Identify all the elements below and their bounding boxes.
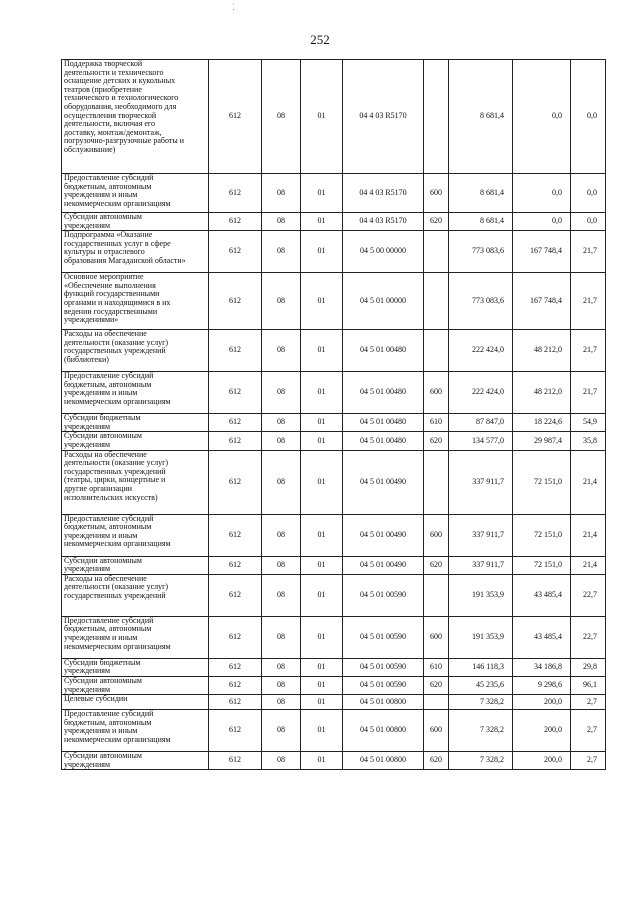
cell-subsection: 01 — [301, 372, 343, 414]
cell-expense-type: 600 — [424, 616, 449, 658]
cell-expense-type: 620 — [424, 676, 449, 694]
cell-percent: 22,7 — [571, 616, 606, 658]
cell-ministry: 612 — [209, 60, 262, 174]
cell-percent: 21,7 — [571, 330, 606, 372]
cell-expense-type — [424, 60, 449, 174]
cell-expense-type: 620 — [424, 752, 449, 770]
cell-section: 08 — [262, 556, 301, 574]
cell-expense-type — [424, 330, 449, 372]
cell-section: 08 — [262, 231, 301, 273]
cell-section: 08 — [262, 330, 301, 372]
cell-subsection: 01 — [301, 414, 343, 432]
cell-ministry: 612 — [209, 556, 262, 574]
cell-section: 08 — [262, 450, 301, 514]
cell-plan: 337 911,7 — [449, 514, 513, 556]
cell-section: 08 — [262, 414, 301, 432]
cell-executed: 43 485,4 — [513, 574, 571, 616]
cell-ministry: 612 — [209, 658, 262, 676]
cell-plan: 8 681,4 — [449, 60, 513, 174]
cell-name: Целевые субсидии — [62, 695, 209, 710]
cell-target-article: 04 5 01 00800 — [343, 695, 424, 710]
cell-percent: 21,4 — [571, 514, 606, 556]
cell-target-article: 04 5 01 00480 — [343, 372, 424, 414]
cell-plan: 146 118,3 — [449, 658, 513, 676]
cell-plan: 773 083,6 — [449, 273, 513, 330]
cell-target-article: 04 5 01 00590 — [343, 676, 424, 694]
cell-subsection: 01 — [301, 658, 343, 676]
cell-target-article: 04 4 03 R5170 — [343, 213, 424, 231]
cell-plan: 8 681,4 — [449, 213, 513, 231]
cell-expense-type: 620 — [424, 213, 449, 231]
cell-expense-type: 600 — [424, 710, 449, 752]
cell-ministry: 612 — [209, 231, 262, 273]
cell-target-article: 04 5 01 00000 — [343, 273, 424, 330]
table-row — [62, 676, 606, 694]
cell-section: 08 — [262, 432, 301, 450]
cell-ministry: 612 — [209, 414, 262, 432]
cell-expense-type: 600 — [424, 174, 449, 213]
table-row — [62, 556, 606, 574]
cell-section: 08 — [262, 174, 301, 213]
table-row — [62, 60, 606, 174]
cell-executed: 34 186,8 — [513, 658, 571, 676]
cell-name: Основное мероприятие «Обеспечение выполнения функций государственными органами и находящимися в их ведении государственными учреждениями» — [62, 273, 209, 330]
cell-ministry: 612 — [209, 432, 262, 450]
cell-subsection: 01 — [301, 330, 343, 372]
cell-expense-type: 600 — [424, 372, 449, 414]
cell-percent: 0,0 — [571, 213, 606, 231]
table-row — [62, 514, 606, 556]
table-row — [62, 330, 606, 372]
cell-executed: 200,0 — [513, 710, 571, 752]
cell-target-article: 04 5 01 00590 — [343, 658, 424, 676]
cell-subsection: 01 — [301, 695, 343, 710]
cell-ministry: 612 — [209, 710, 262, 752]
table-row — [62, 658, 606, 676]
cell-plan: 191 353,9 — [449, 616, 513, 658]
page-number: 252 — [310, 32, 330, 47]
cell-percent: 2,7 — [571, 695, 606, 710]
cell-section: 08 — [262, 710, 301, 752]
cell-plan: 191 353,9 — [449, 574, 513, 616]
cell-target-article: 04 4 03 R5170 — [343, 60, 424, 174]
cell-ministry: 612 — [209, 514, 262, 556]
table-row — [62, 372, 606, 414]
cell-expense-type — [424, 450, 449, 514]
cell-target-article: 04 5 01 00800 — [343, 710, 424, 752]
cell-name: Предоставление субсидий бюджетным, автономным учреждениям и иным некоммерческим организациям — [62, 616, 209, 658]
cell-target-article: 04 5 01 00480 — [343, 414, 424, 432]
cell-name: Субсидии автономным учреждениям — [62, 556, 209, 574]
cell-target-article: 04 5 01 00490 — [343, 450, 424, 514]
cell-percent: 2,7 — [571, 752, 606, 770]
cell-percent: 0,0 — [571, 60, 606, 174]
cell-plan: 134 577,0 — [449, 432, 513, 450]
table-row — [62, 574, 606, 616]
table-row — [62, 213, 606, 231]
cell-target-article: 04 5 01 00480 — [343, 330, 424, 372]
cell-target-article: 04 5 01 00590 — [343, 574, 424, 616]
cell-name: Расходы на обеспечение деятельности (оказание услуг) государственных учреждений (театры, цирки, концертные и другие организации исполнительских искусств) — [62, 450, 209, 514]
cell-executed: 200,0 — [513, 695, 571, 710]
cell-expense-type: 610 — [424, 658, 449, 676]
cell-percent: 35,8 — [571, 432, 606, 450]
cell-section: 08 — [262, 60, 301, 174]
cell-subsection: 01 — [301, 273, 343, 330]
cell-section: 08 — [262, 514, 301, 556]
cell-section: 08 — [262, 752, 301, 770]
cell-expense-type: 600 — [424, 514, 449, 556]
cell-target-article: 04 5 00 00000 — [343, 231, 424, 273]
cell-plan: 773 083,6 — [449, 231, 513, 273]
cell-plan: 87 847,0 — [449, 414, 513, 432]
cell-executed: 72 151,0 — [513, 556, 571, 574]
table-row — [62, 273, 606, 330]
cell-section: 08 — [262, 695, 301, 710]
table-row — [62, 450, 606, 514]
cell-executed: 167 748,4 — [513, 231, 571, 273]
cell-section: 08 — [262, 273, 301, 330]
table-row — [62, 174, 606, 213]
cell-expense-type — [424, 273, 449, 330]
cell-plan: 8 681,4 — [449, 174, 513, 213]
cell-name: Субсидии автономным учреждениям — [62, 432, 209, 450]
cell-section: 08 — [262, 372, 301, 414]
cell-executed: 167 748,4 — [513, 273, 571, 330]
budget-table-body — [62, 60, 606, 770]
cell-name: Субсидии бюджетным учреждениям — [62, 658, 209, 676]
cell-executed: 18 224,6 — [513, 414, 571, 432]
cell-subsection: 01 — [301, 450, 343, 514]
cell-name: Субсидии автономным учреждениям — [62, 676, 209, 694]
cell-target-article: 04 5 01 00800 — [343, 752, 424, 770]
cell-ministry: 612 — [209, 616, 262, 658]
cell-percent: 54,9 — [571, 414, 606, 432]
cell-plan: 7 328,2 — [449, 695, 513, 710]
cell-subsection: 01 — [301, 174, 343, 213]
table-row — [62, 695, 606, 710]
cell-ministry: 612 — [209, 330, 262, 372]
cell-ministry: 612 — [209, 273, 262, 330]
cell-expense-type: 620 — [424, 432, 449, 450]
table-row — [62, 752, 606, 770]
cell-executed: 0,0 — [513, 174, 571, 213]
cell-section: 08 — [262, 658, 301, 676]
budget-table — [61, 59, 606, 770]
cell-percent: 21,7 — [571, 273, 606, 330]
cell-percent: 2,7 — [571, 710, 606, 752]
cell-executed: 0,0 — [513, 60, 571, 174]
cell-plan: 337 911,7 — [449, 450, 513, 514]
cell-ministry: 612 — [209, 752, 262, 770]
cell-executed: 29 987,4 — [513, 432, 571, 450]
cell-percent: 0,0 — [571, 174, 606, 213]
cell-percent: 21,4 — [571, 556, 606, 574]
cell-ministry: 612 — [209, 213, 262, 231]
cell-subsection: 01 — [301, 432, 343, 450]
cell-executed: 0,0 — [513, 213, 571, 231]
cell-expense-type: 610 — [424, 414, 449, 432]
cell-name: Субсидии бюджетным учреждениям — [62, 414, 209, 432]
cell-expense-type — [424, 695, 449, 710]
cell-subsection: 01 — [301, 710, 343, 752]
table-row — [62, 432, 606, 450]
cell-plan: 7 328,2 — [449, 752, 513, 770]
cell-ministry: 612 — [209, 695, 262, 710]
cell-target-article: 04 5 01 00490 — [343, 556, 424, 574]
cell-subsection: 01 — [301, 676, 343, 694]
cell-percent: 22,7 — [571, 574, 606, 616]
cell-executed: 200,0 — [513, 752, 571, 770]
cell-name: Предоставление субсидий бюджетным, автономным учреждениям и иным некоммерческим организациям — [62, 710, 209, 752]
cell-ministry: 612 — [209, 676, 262, 694]
cell-plan: 337 911,7 — [449, 556, 513, 574]
cell-name: Поддержка творческой деятельности и технического оснащение детских и кукольных театров (приобретение технического и технологического оборудования, необходимого для осуществления творческой деятельности, включая его доставку, монтаж/демонтаж, погрузочно-разгрузочные работы и обслуживание) — [62, 60, 209, 174]
cell-percent: 21,7 — [571, 372, 606, 414]
cell-plan: 7 328,2 — [449, 710, 513, 752]
cell-target-article: 04 4 03 R5170 — [343, 174, 424, 213]
budget-table-container — [61, 59, 605, 770]
cell-expense-type — [424, 574, 449, 616]
cell-subsection: 01 — [301, 752, 343, 770]
cell-name: Расходы на обеспечение деятельности (оказание услуг) государственных учреждений — [62, 574, 209, 616]
cell-executed: 48 212,0 — [513, 330, 571, 372]
cell-name: Предоставление субсидий бюджетным, автономным учреждениям и иным некоммерческим организациям — [62, 514, 209, 556]
cell-name: Субсидии автономным учреждениям — [62, 213, 209, 231]
cell-plan: 222 424,0 — [449, 372, 513, 414]
cell-target-article: 04 5 01 00590 — [343, 616, 424, 658]
cell-executed: 72 151,0 — [513, 514, 571, 556]
cell-subsection: 01 — [301, 514, 343, 556]
cell-percent: 96,1 — [571, 676, 606, 694]
cell-percent: 21,4 — [571, 450, 606, 514]
cell-plan: 222 424,0 — [449, 330, 513, 372]
cell-percent: 29,8 — [571, 658, 606, 676]
table-row — [62, 231, 606, 273]
cell-subsection: 01 — [301, 213, 343, 231]
cell-target-article: 04 5 01 00480 — [343, 432, 424, 450]
cell-expense-type: 620 — [424, 556, 449, 574]
scan-mark: ⁚ — [232, 2, 235, 12]
cell-section: 08 — [262, 616, 301, 658]
cell-ministry: 612 — [209, 174, 262, 213]
cell-ministry: 612 — [209, 574, 262, 616]
cell-executed: 48 212,0 — [513, 372, 571, 414]
cell-expense-type — [424, 231, 449, 273]
cell-plan: 45 235,6 — [449, 676, 513, 694]
cell-subsection: 01 — [301, 616, 343, 658]
cell-section: 08 — [262, 574, 301, 616]
cell-section: 08 — [262, 676, 301, 694]
cell-subsection: 01 — [301, 231, 343, 273]
cell-executed: 72 151,0 — [513, 450, 571, 514]
cell-subsection: 01 — [301, 60, 343, 174]
cell-target-article: 04 5 01 00490 — [343, 514, 424, 556]
cell-subsection: 01 — [301, 556, 343, 574]
cell-executed: 43 485,4 — [513, 616, 571, 658]
cell-subsection: 01 — [301, 574, 343, 616]
cell-name: Подпрограмма «Оказание государственных услуг в сфере культуры и отраслевого образования Магаданской области» — [62, 231, 209, 273]
cell-name: Субсидии автономным учреждениям — [62, 752, 209, 770]
table-row — [62, 710, 606, 752]
cell-percent: 21,7 — [571, 231, 606, 273]
cell-section: 08 — [262, 213, 301, 231]
cell-name: Предоставление субсидий бюджетным, автономным учреждениям и иным некоммерческим организациям — [62, 372, 209, 414]
cell-ministry: 612 — [209, 450, 262, 514]
cell-name: Предоставление субсидий бюджетным, автономным учреждениям и иным некоммерческим организациям — [62, 174, 209, 213]
cell-ministry: 612 — [209, 372, 262, 414]
table-row — [62, 414, 606, 432]
cell-name: Расходы на обеспечение деятельности (оказание услуг) государственных учреждений (библиотеки) — [62, 330, 209, 372]
table-row — [62, 616, 606, 658]
cell-executed: 9 298,6 — [513, 676, 571, 694]
